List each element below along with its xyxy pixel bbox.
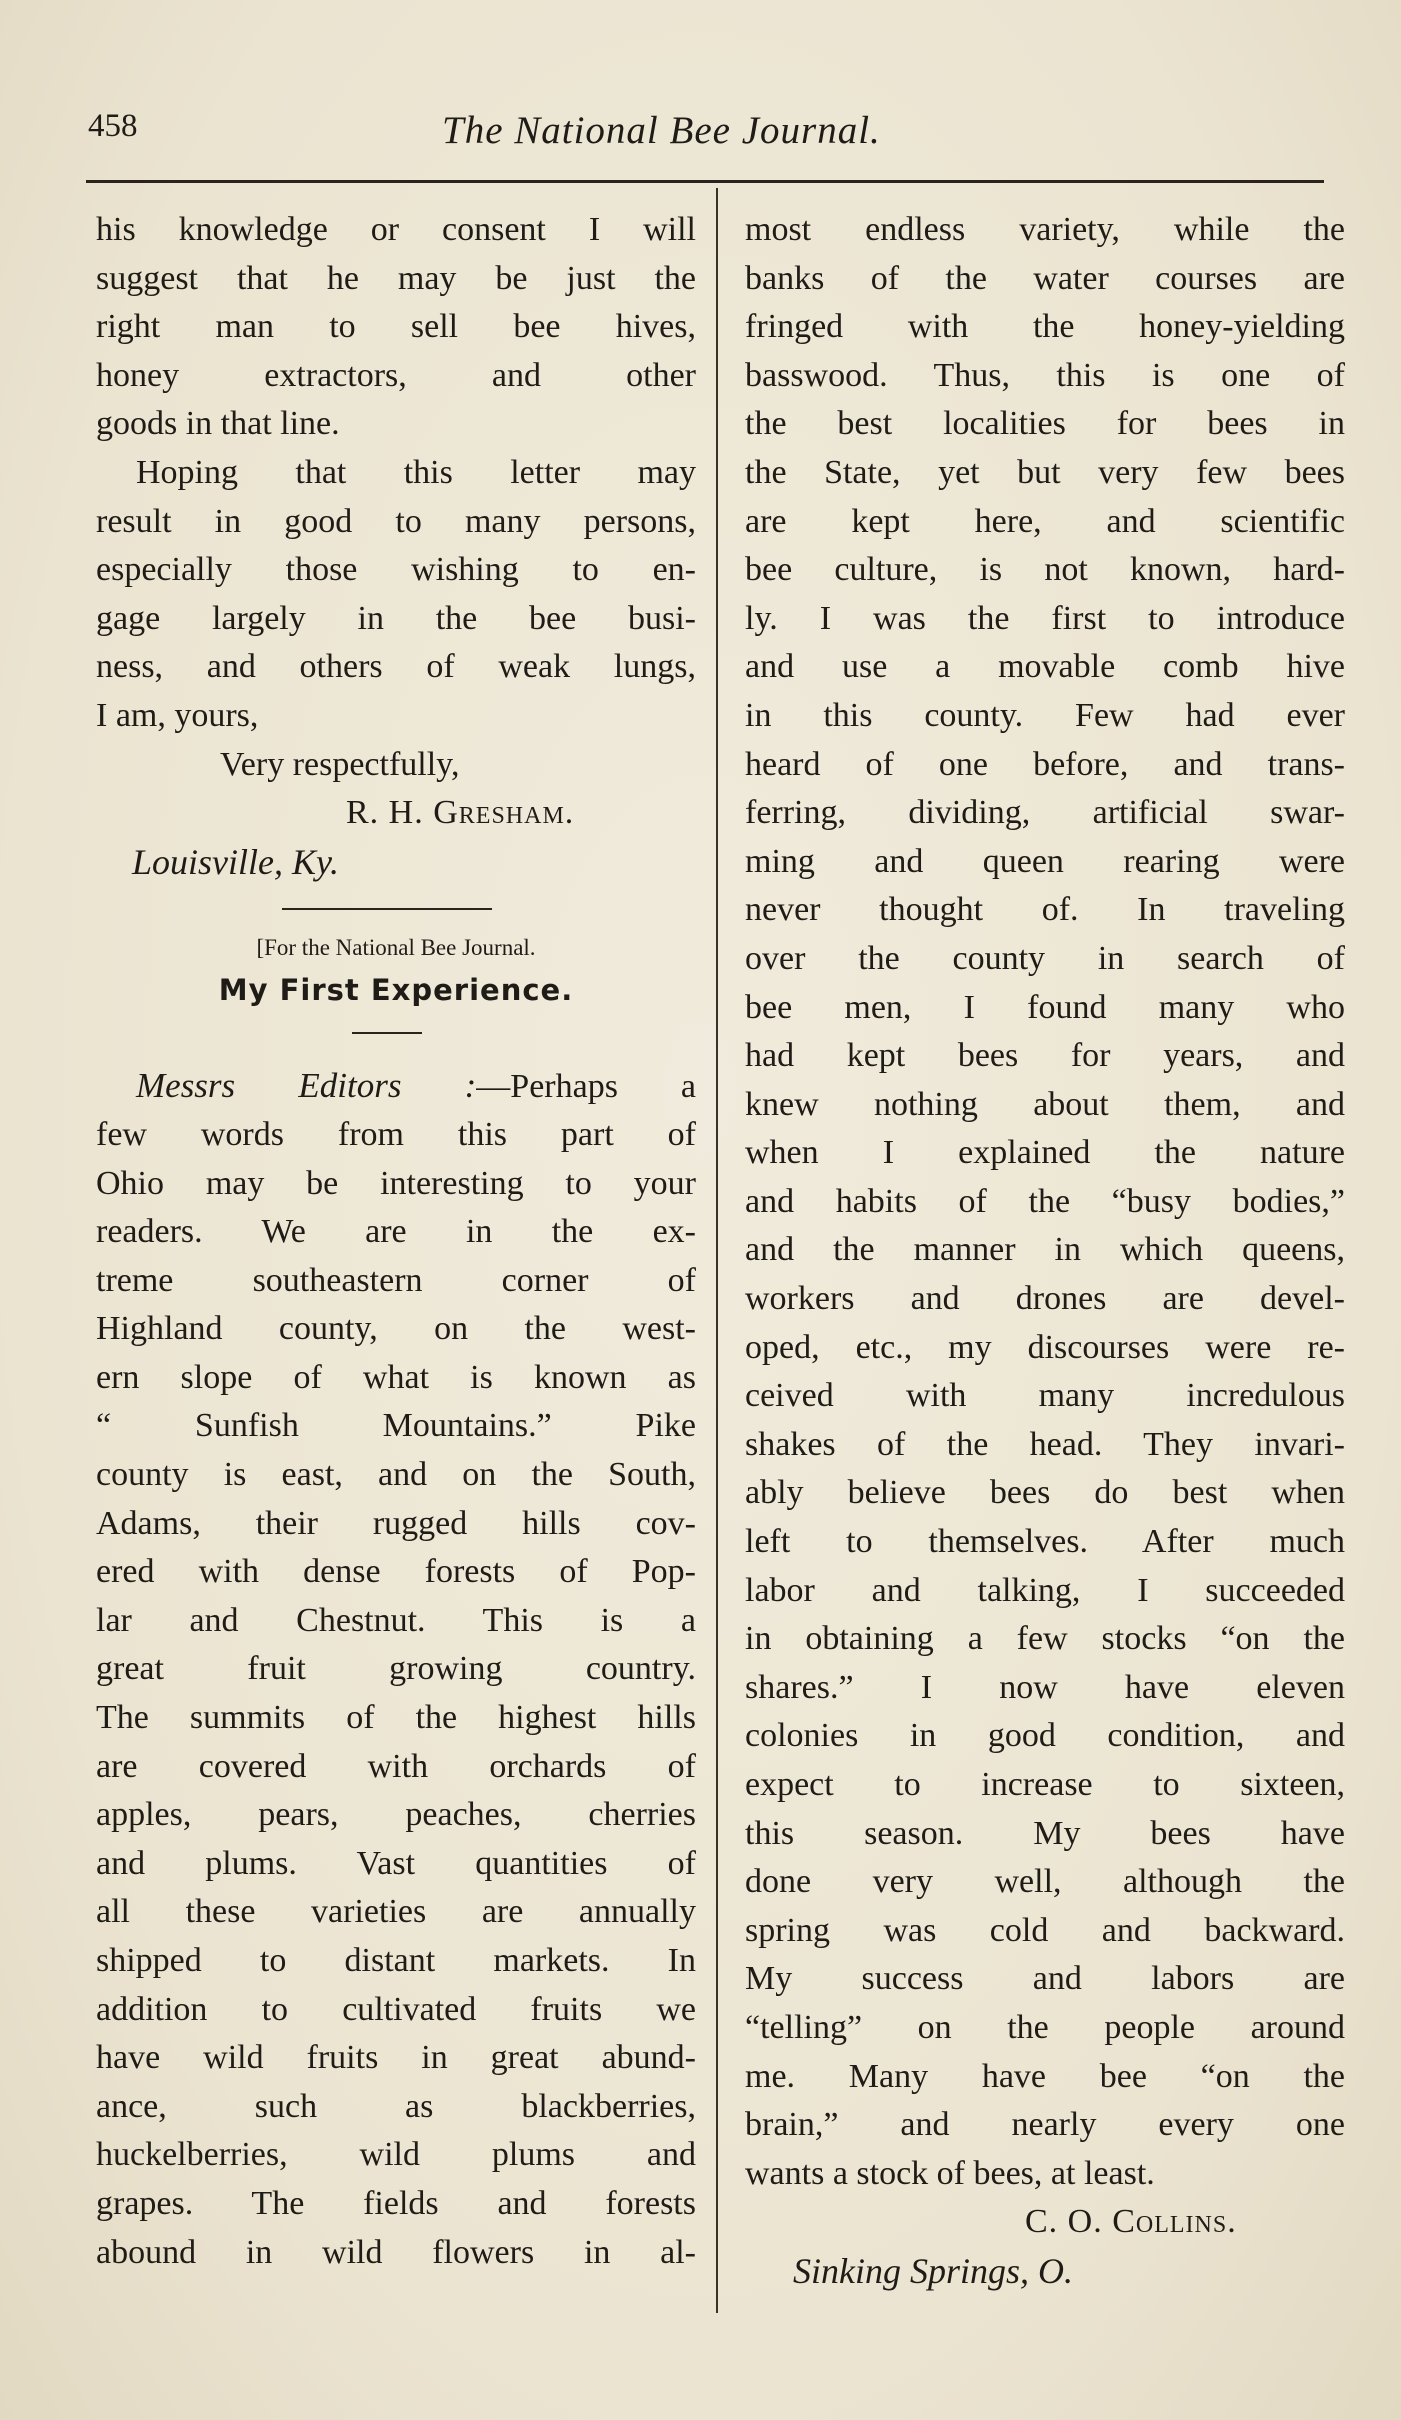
text-line: ly. I was the first to introduce — [745, 599, 1345, 637]
article-body-left — [96, 1062, 696, 2277]
letter-closing — [96, 449, 696, 741]
text-line: right man to sell bee hives, — [96, 308, 696, 346]
text-line: I am, yours, — [96, 696, 259, 734]
text-line: few words from this part of — [96, 1115, 696, 1153]
text-line: bee culture, is not known, hard- — [745, 551, 1345, 589]
article-first-line — [96, 1062, 696, 1111]
text-line: are kept here, and scientific — [745, 502, 1345, 540]
text-line: and the manner in which queens, — [745, 1231, 1345, 1269]
text-line: all these varieties are annually — [96, 1893, 696, 1931]
article-signature: C. O. Collins. — [1025, 2203, 1237, 2241]
text-line: readers. We are in the ex- — [96, 1213, 696, 1251]
text-line: ance, such as blackberries, — [96, 2087, 696, 2125]
text-line: banks of the water courses are — [745, 259, 1345, 297]
text-line: Hoping that this letter may — [136, 453, 696, 491]
column-divider — [716, 188, 718, 2313]
text-line: never thought of. In traveling — [745, 891, 1345, 929]
page-header — [88, 108, 1323, 168]
text-line: colonies in good condition, and — [745, 1717, 1345, 1755]
text-line: ered with dense forests of Pop- — [96, 1553, 696, 1591]
text-line: when I explained the nature — [745, 1134, 1345, 1172]
letter-signature-place: Louisville, Ky. — [132, 841, 339, 882]
article-separator — [282, 908, 492, 910]
text-line: goods in that line. — [96, 405, 340, 443]
text-line: especially those wishing to en- — [96, 551, 696, 589]
text-line: result in good to many persons, — [96, 502, 696, 540]
text-line: over the county in search of — [745, 939, 1345, 977]
text-line: grapes. The fields and forests — [96, 2184, 696, 2222]
text-line: bee men, I found many who — [745, 988, 1345, 1026]
text-line: labor and talking, I succeeded — [745, 1571, 1345, 1609]
text-line: apples, pears, peaches, cherries — [96, 1796, 696, 1834]
text-line: shares.” I now have eleven — [745, 1668, 1345, 1706]
text-line: oped, etc., my discourses were re- — [745, 1328, 1345, 1366]
text-line: me. Many have bee “on the — [745, 2057, 1345, 2095]
text-line: ceived with many incredulous — [745, 1377, 1345, 1415]
text-line: in this county. Few had ever — [745, 696, 1345, 734]
text-line: had kept bees for years, and — [745, 1037, 1345, 1075]
text-line: in obtaining a few stocks “on the — [745, 1620, 1345, 1658]
text-line: the State, yet but very few bees — [745, 453, 1345, 491]
text-line: and habits of the “busy bodies,” — [745, 1182, 1345, 1220]
text-line: shipped to distant markets. In — [96, 1942, 696, 1979]
text-line: My success and labors are — [745, 1960, 1345, 1998]
text-line: have wild fruits in great abund- — [96, 2039, 696, 2077]
text-line: and use a movable comb hive — [745, 648, 1345, 686]
text-line: knew nothing about them, and — [745, 1085, 1345, 1123]
text-line: workers and drones are devel- — [745, 1280, 1345, 1318]
text-line: his knowledge or consent I will — [96, 211, 696, 248]
text-line: and plums. Vast quantities of — [96, 1844, 696, 1882]
header-rule — [86, 180, 1324, 183]
text-line: “ Sunfish Mountains.” Pike — [96, 1407, 696, 1445]
title-rule — [352, 1032, 422, 1034]
salutation: Messrs Editors : — [136, 1066, 477, 1106]
text-line: wants a stock of bees, at least. — [745, 2154, 1155, 2192]
article-signature-place: Sinking Springs, O. — [793, 2250, 1074, 2291]
text-line: brain,” and nearly every one — [745, 2106, 1345, 2144]
text-line: huckelberries, wild plums and — [96, 2136, 696, 2174]
text-line: gage largely in the bee busi- — [96, 599, 696, 637]
right-column — [745, 206, 1345, 2296]
text-line: ferring, dividing, artificial swar- — [745, 794, 1345, 832]
article-credit: [For the National Bee Journal. — [256, 935, 536, 961]
left-column — [96, 206, 696, 2277]
article-body-right — [745, 206, 1345, 2198]
text-line: Adams, their rugged hills cov- — [96, 1504, 696, 1542]
text-line: treme southeastern corner of — [96, 1261, 696, 1299]
letter-signature: R. H. Gresham. — [346, 794, 575, 832]
text-line: are covered with orchards of — [96, 1747, 696, 1785]
text-line: ably believe bees do best when — [745, 1474, 1345, 1512]
text-line: fringed with the honey-yielding — [745, 308, 1345, 346]
text-line: county is east, and on the South, — [96, 1456, 696, 1494]
text-line: suggest that he may be just the — [96, 259, 696, 297]
text-line: expect to increase to sixteen, — [745, 1766, 1345, 1803]
text-line: lar and Chestnut. This is a — [96, 1601, 696, 1639]
text-line: shakes of the head. They invari- — [745, 1425, 1345, 1463]
text-line: ming and queen rearing were — [745, 842, 1345, 880]
article-title: My First Experience. — [218, 973, 574, 1008]
text-line: ness, and others of weak lungs, — [96, 648, 696, 686]
text-line: heard of one before, and trans- — [745, 745, 1345, 783]
text-line: spring was cold and backward. — [745, 1911, 1345, 1949]
text-line: honey extractors, and other — [96, 356, 696, 394]
running-title: The National Bee Journal. — [442, 109, 881, 152]
page-number: 458 — [88, 108, 138, 144]
valediction: Very respectfully, — [220, 745, 460, 783]
text-line: the best localities for bees in — [745, 405, 1345, 443]
letter-ending — [96, 206, 696, 449]
text-line: Highland county, on the west- — [96, 1310, 696, 1348]
text-line: “telling” on the people around — [745, 2008, 1345, 2046]
text-line: basswood. Thus, this is one of — [745, 356, 1345, 394]
text-line: addition to cultivated fruits we — [96, 1990, 696, 2028]
text-line: The summits of the highest hills — [96, 1699, 696, 1737]
text-line: this season. My bees have — [745, 1814, 1345, 1852]
text-line: abound in wild flowers in al- — [96, 2233, 696, 2271]
text-line: Ohio may be interesting to your — [96, 1164, 696, 1202]
text-line: most endless variety, while the — [745, 211, 1345, 248]
text-line: done very well, although the — [745, 1863, 1345, 1901]
text-line: left to themselves. After much — [745, 1523, 1345, 1561]
text-line: ern slope of what is known as — [96, 1358, 696, 1396]
text-line: great fruit growing country. — [96, 1650, 696, 1688]
article-first-line-text: —Perhaps a — [476, 1068, 696, 1106]
